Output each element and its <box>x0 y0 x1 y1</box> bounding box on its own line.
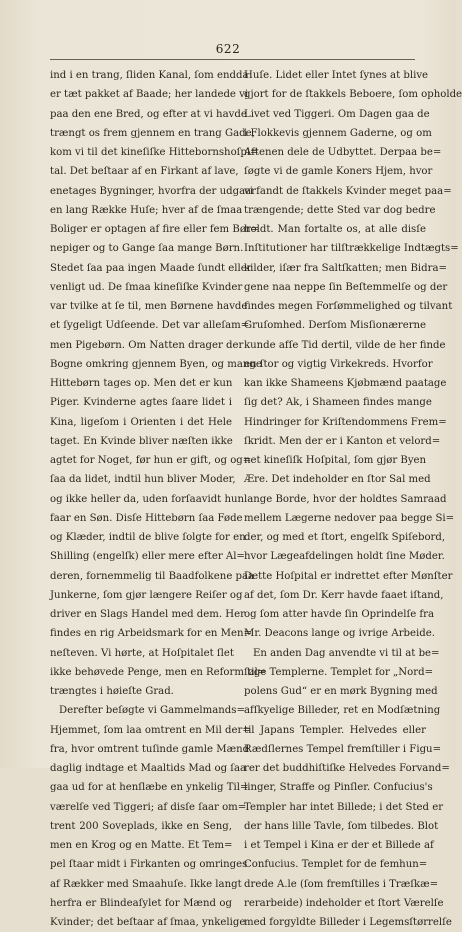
text-line: Ære. Det indeholder en ſtor Sal med <box>244 474 431 486</box>
text-line: Templer har intet Billede; i det Sted er <box>244 801 444 813</box>
text-line: og ſom atter havde ſin Oprindelſe fra <box>244 609 435 620</box>
text-line: er tæt pakket af Baade; her landede vi <box>50 89 249 101</box>
text-line: herfra er Blindeaſylet for Mænd og <box>50 897 232 909</box>
text-line: ſaa da lidet, indtil hun bliver Moder, <box>50 474 236 486</box>
text-line: var tvilke at ſe til, men Børnene havde <box>50 301 248 312</box>
text-line: gaa ud for at henſlæbe en ynkelig Til= <box>50 782 249 794</box>
text-line: værelſe ved Tiggeri; af disſe ſaar om= <box>50 801 247 813</box>
text-line: af Rækker med Smaahuſe. Ikke langt <box>50 878 242 890</box>
text-line: der, og med et ſtort, engelſk Spiſebord, <box>244 532 446 543</box>
text-line: Gruſomhed. Derſom Misſionærerne <box>244 320 427 332</box>
text-line: ikke behøvede Penge, men en Reform til= <box>50 666 267 678</box>
text-line: i Flokkevis gjennem Gaderne, og om <box>244 127 432 139</box>
text-line: afſkyelige Billeder, ret en Modſætning <box>244 705 441 717</box>
page-number: 622 <box>215 42 241 56</box>
text-line: en ſtor og vigtig Virkekreds. Hvorfor <box>244 358 433 370</box>
text-line: til Japans Templer. Helvedes eller <box>244 724 426 736</box>
text-line: ſøgte vi de gamle Koners Hjem, hvor <box>244 166 433 178</box>
text-line: Hindringer for Kriſtendommens Frem= <box>244 416 447 428</box>
text-line: kom vi til det kineſiſke Hittebornshoſpi= <box>50 147 259 158</box>
text-line: Inſtitutioner har tilſtrækkelige Indtægts= <box>244 243 459 255</box>
text-line: polens Gud“ er en mørk Bygning med <box>244 686 438 697</box>
text-line: Livet ved Tiggeri. Om Dagen gaa de <box>244 108 430 120</box>
text-line: gene naa neppe ſin Beſtemmelſe og der <box>244 281 448 293</box>
text-line: en lang Række Huſe; hver af de ſmaa <box>50 204 243 216</box>
text-line: pel ſtaar midt i Firkanten og omringes <box>50 859 248 871</box>
text-line: linger, Straffe og Pinſler. Confucius's <box>244 782 433 794</box>
text-line: Hittebørn tages op. Men det er kun <box>50 378 233 389</box>
text-line: Confucius. Templet for de femhun= <box>244 859 428 871</box>
text-line: ſig det? Ak, i Shameen findes mange <box>244 397 432 409</box>
text-line: En anden Dag anvendte vi til at be= <box>253 647 440 659</box>
text-line: Derefter beſøgte vi Gammelmands= <box>59 705 245 717</box>
text-line: og Klæder, indtil de blive ſolgte for en <box>50 532 246 543</box>
text-line: Huſe. Lidet eller Intet ſynes at blive <box>244 70 429 81</box>
text-line: Boliger er optagen af fire eller fem Bør= <box>50 224 260 235</box>
text-line: af det, ſom Dr. Kerr havde faaet iſtand, <box>244 589 444 601</box>
text-line: Rædſlernes Tempel fremſtiller i Figu= <box>244 743 442 755</box>
right-column <box>244 66 462 932</box>
text-line: daglig indtage et Maaltids Mad og ſaa <box>50 763 247 774</box>
text-line: deren, fornemmelig til Baadfolkene paa <box>50 570 255 582</box>
text-line: paa den ene Bred, og efter at vi havde <box>50 108 247 120</box>
text-line: driver en Slags Handel med dem. Her <box>50 609 245 620</box>
text-line: fra, hvor omtrent tuſinde gamle Mænd <box>50 743 250 755</box>
text-line: i et Tempel i Kina er der et Billede af <box>244 840 434 851</box>
text-line: trængtes i høieſte Grad. <box>50 686 174 697</box>
text-line: trængende; dette Sted var dog bedre <box>244 204 436 216</box>
text-line: kilder, iſær fra Saltſkatten; men Bidra= <box>244 262 447 274</box>
text-line: ſøge Templerne. Templet for „Nord= <box>244 666 434 678</box>
text-line: rerarbeide) indeholder et ſtort Værelſe <box>244 897 444 909</box>
text-line: Piger. Kvinderne agtes ſaare lidet i <box>50 397 232 409</box>
text-line: hvor Lægeafdelingen holdt ſine Møder. <box>244 551 445 563</box>
text-line: Hjemmet, ſom laa omtrent en Mil der= <box>50 724 251 736</box>
header-rule <box>50 59 415 60</box>
text-line: ſkridt. Men der er i Kanton et velord= <box>244 435 441 447</box>
text-line: gjort for de ſtakkels Beboere, ſom opholde <box>244 89 462 101</box>
text-line: Dette Hoſpital er indrettet efter Mønſter <box>244 570 453 582</box>
text-line: men en Krog og en Matte. Et Tem= <box>50 840 233 851</box>
left-column <box>50 66 267 932</box>
text-line: lange Borde, hvor der holdtes Samraad <box>244 493 447 505</box>
text-line: venligt ud. De ſmaa kineſiſke Kvinder <box>50 281 243 293</box>
text-line: og ikke heller da, uden forſaavidt hun <box>50 493 245 505</box>
text-line: der hans lille Tavle, ſom tilbedes. Blot <box>244 820 439 832</box>
text-line: neſteven. Vi hørte, at Hoſpitalet ſlet <box>50 647 234 659</box>
text-line: vi fandt de ſtakkels Kvinder meget paa= <box>244 185 452 197</box>
text-line: trent 200 Soveplads, ikke en Seng, <box>50 820 232 832</box>
text-line: kunde afſe Tid dertil, vilde de her finde <box>244 339 446 351</box>
text-line: trængt os frem gjennem en trang Gade, <box>50 127 255 139</box>
text-line: ind i en trang, ſliden Kanal, ſom endda <box>50 70 249 81</box>
text-line: men Pigebørn. Om Natten drager der <box>50 339 244 351</box>
text-line: holdt. Man fortalte os, at alle disſe <box>244 224 426 235</box>
text-line: Kvinder; det beſtaar af ſmaa, ynkelige <box>50 917 246 928</box>
text-line: taget. En Kvinde bliver næſten ikke <box>50 435 233 447</box>
text-line: Aftenen dele de Udbyttet. Derpaa be= <box>244 147 442 158</box>
text-line: findes en rig Arbeidsmark for en Men= <box>50 628 253 640</box>
text-line: Mr. Deacons lange og ivrige Arbeide. <box>244 628 435 640</box>
text-line: mellem Lægerne nedover paa begge Si= <box>244 512 455 524</box>
text-line: nepiger og to Gange ſaa mange Børn. <box>50 243 244 255</box>
text-line: Shilling (engelſk) eller mere efter Al= <box>50 551 245 563</box>
text-line: findes megen Forſømmelighed og tilvant <box>244 301 453 312</box>
text-line: net kineſiſk Hoſpital, ſom gjør Byen <box>244 455 427 466</box>
text-line: Kina, ligeſom i Orienten i det Hele <box>50 416 232 428</box>
text-line: et ſygeligt Udſeende. Det var alleſam= <box>50 320 250 332</box>
text-line: med forgyldte Billeder i Legemsſtørrelſe <box>244 917 452 928</box>
text-line: Stedet ſaa paa ingen Maade ſundt eller <box>50 262 252 274</box>
text-line: agtet for Noget, før hun er gift, og og= <box>50 455 252 466</box>
text-line: kan ikke Shameens Kjøbmænd paatage <box>244 378 447 389</box>
text-line: drede A.le (ſom fremſtilles i Træſkæ= <box>244 878 439 890</box>
text-line: rer det buddhiſtiſke Helvedes Forvand= <box>244 763 450 774</box>
text-line: tal. Det beſtaar af en Firkant af lave, <box>50 166 239 178</box>
text-line: faar en Søn. Disſe Hittebørn ſaa Føde <box>50 512 243 524</box>
text-line: Bogne omkring gjennem Byen, og mange <box>50 358 262 370</box>
text-line: Junkerne, ſom gjør længere Reiſer og <box>50 589 243 601</box>
text-line: enetages Bygninger, hvorfra der udgaar <box>50 185 257 197</box>
